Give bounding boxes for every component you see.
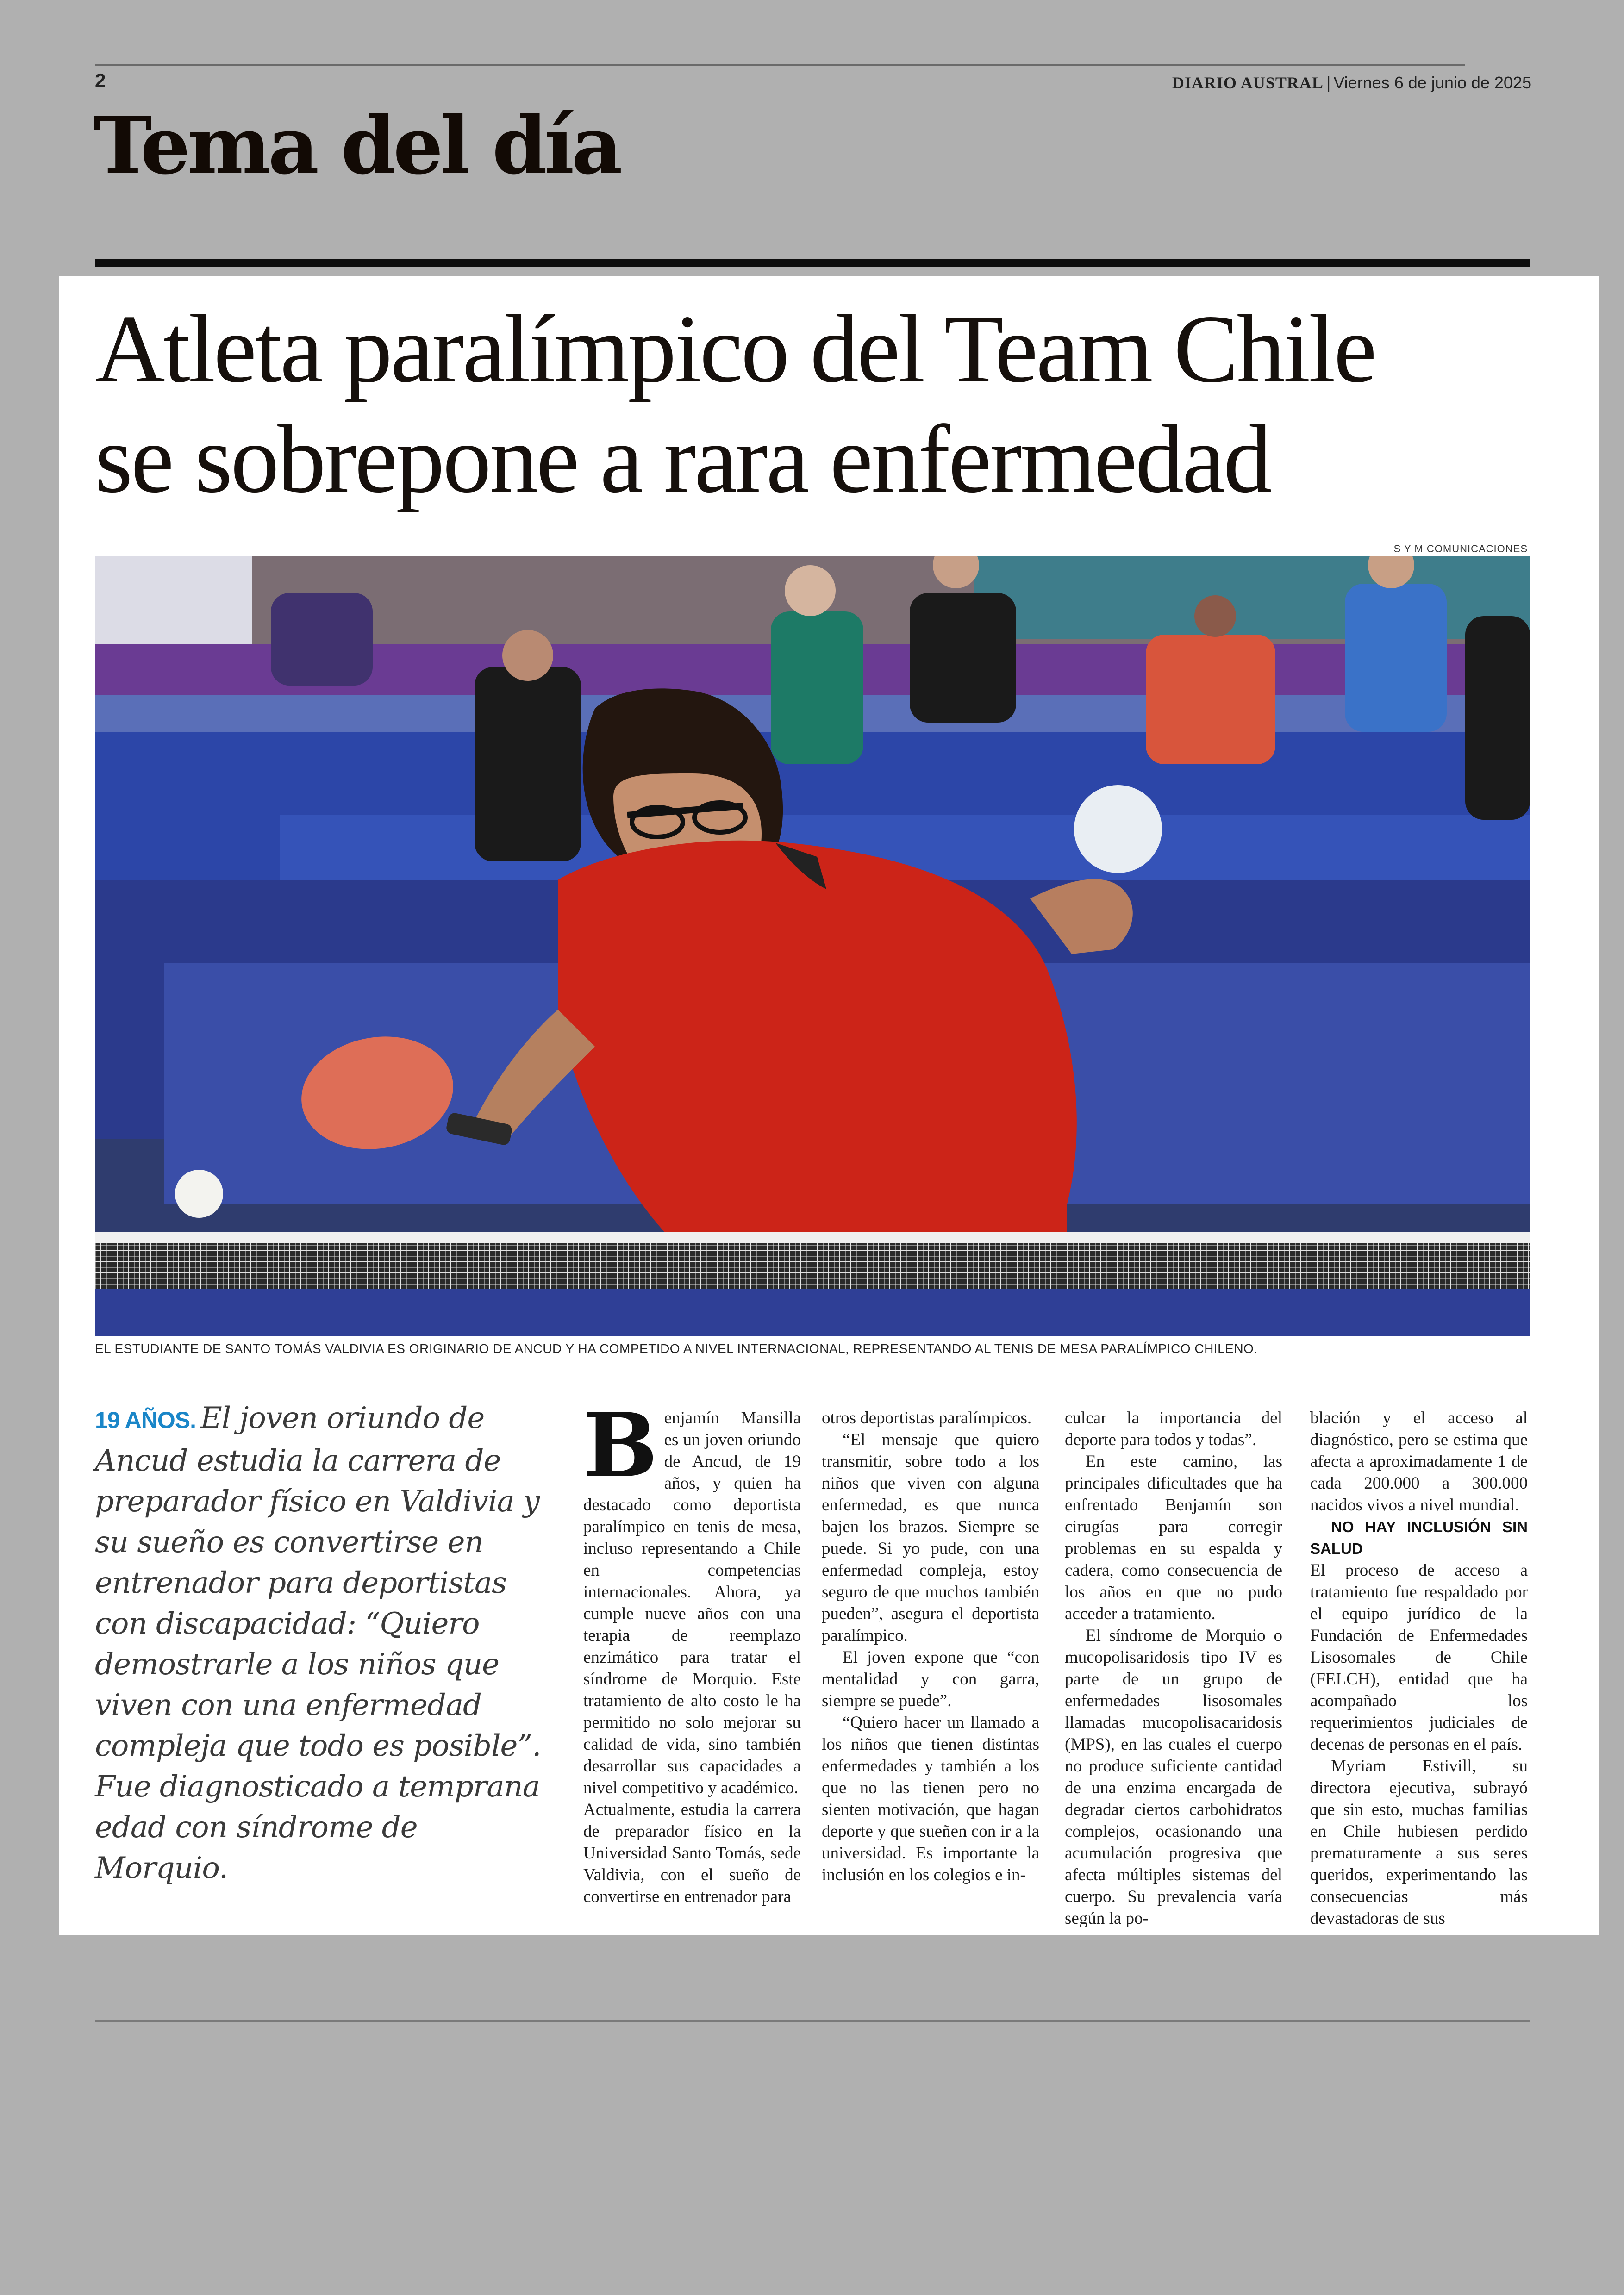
folio-date: Viernes 6 de junio de 2025	[1333, 73, 1531, 92]
paragraph: “El mensaje que quiero transmitir, sobre todo a los niños que viven con alguna enfermedad, es que nunca bajen los brazos. Siempre se puede. Si yo pude, con una enfermedad compleja, estoy seguro de que muchos también pueden”, asegura el deportista paralímpico.	[822, 1430, 1039, 1645]
folio	[1172, 73, 1531, 93]
paragraph: El proceso de acceso a tratamiento fue respaldado por el equipo jurídico de la Fundación de Enfermedades Lisosomales de Chile (FELCH), entidad que ha acompañado los requerimientos judiciales de decenas de personas en el país.	[1310, 1561, 1528, 1754]
section-rule	[95, 259, 1530, 267]
page-number: 2	[95, 69, 106, 91]
table-tennis-photo-illustration	[95, 556, 1530, 1336]
paragraph: El síndrome de Morquio o mucopolisaridosis tipo IV es parte de un grupo de enfermedades lisosomales llamadas mucopolisacaridosis (MPS), en las cuales el cuerpo no produce suficiente cantidad de una enzima encargada de degradar ciertos carbohidratos complejos, ocasionando una acumulación progresiva que afecta múltiples sistemas del cuerpo. Su prevalencia varía según la po-	[1065, 1626, 1282, 1928]
headline-line-1: Atleta paralímpico del Team Chile	[95, 295, 1375, 403]
article-photo	[95, 556, 1530, 1336]
paragraph: En este camino, las principales dificultades que ha enfrentado Benjamín son cirugías para corregir problemas en su espalda y cadera, como consecuencia de los años en que no pudo acceder a tratamiento.	[1065, 1452, 1282, 1623]
drop-cap: B	[583, 1394, 658, 1497]
paragraph: “Quiero hacer un llamado a los niños que tienen distintas enfermedades y también a los que no las tienen pero no sienten motivación, que hagan deporte y que sueñen con ir a la universidad. Es importante la inclusión en los colegios e in-	[822, 1713, 1039, 1884]
deck	[95, 1398, 558, 1889]
section-title: Tema del día	[94, 100, 620, 192]
headline-line-2: se sobrepone a rara enfermedad	[95, 405, 1270, 513]
photo-credit: S Y M COMUNICACIONES	[1393, 543, 1528, 555]
newspaper-name: DIARIO AUSTRAL	[1172, 74, 1324, 92]
bottom-rule	[95, 2020, 1530, 2022]
deck-tag: 19 AÑOS.	[95, 1407, 196, 1433]
body-column-1	[583, 1394, 801, 1908]
body-column-4	[1310, 1407, 1528, 1929]
paragraph: culcar la importancia del deporte para todos y todas”.	[1065, 1409, 1282, 1449]
paragraph: enjamín Mansilla es un joven oriundo de Ancud, de 19 años, y quien ha destacado como deportista paralímpico en tenis de mesa, incluso representando a Chile en competencias internacionales. Ahora, ya cumple nueve años con una terapia de reemplazo enzimático para tratar el síndrome de Morquio. Este tratamiento de alto costo le ha permitido no solo mejorar su calidad de vida, sino también desarrollar sus capacidades a nivel competitivo y académico.	[583, 1409, 801, 1797]
paragraph: Actualmente, estudia la carrera de preparador físico en la Universidad Santo Tomás, sede Valdivia, con el sueño de convertirse en entrenador para	[583, 1800, 801, 1906]
headline	[95, 294, 1576, 514]
top-rule	[95, 64, 1465, 66]
body-column-3	[1065, 1407, 1282, 1929]
body-column-2	[822, 1407, 1039, 1886]
paragraph: otros deportistas paralímpicos.	[822, 1409, 1032, 1428]
paragraph: El joven expone que “con mentalidad y con garra, siempre se puede”.	[822, 1648, 1039, 1710]
paragraph: blación y el acceso al diagnóstico, pero se estima que afecta a aproximadamente 1 de cada 200.000 a 300.000 nacidos vivos a nivel mundial.	[1310, 1409, 1528, 1515]
deck-text: El joven oriundo de Ancud estudia la carrera de preparador físico en Valdivia y su sueño es convertirse en entrenador para deportistas con discapacidad: “Quiero demostrarle a los niños que viven con una enfermedad compleja que todo es posible”. Fue diagnosticado a temprana edad con síndrome de Morquio.	[95, 1401, 541, 1885]
photo-caption: EL ESTUDIANTE DE SANTO TOMÁS VALDIVIA ES ORIGINARIO DE ANCUD Y HA COMPETIDO A NIVEL INTERNACIONAL, REPRESENTANDO AL TENIS DE MESA PARALÍMPICO CHILENO.	[95, 1341, 1258, 1356]
paragraph: Myriam Estivill, su directora ejecutiva, subrayó que sin esto, muchas familias en Chile hubiesen perdido prematuramente a sus seres queridos, experimentando las consecuencias más devastadoras de sus	[1310, 1757, 1528, 1928]
subheading: NO HAY INCLUSIÓN SIN SALUD	[1310, 1518, 1528, 1557]
folio-separator: |	[1326, 73, 1331, 92]
